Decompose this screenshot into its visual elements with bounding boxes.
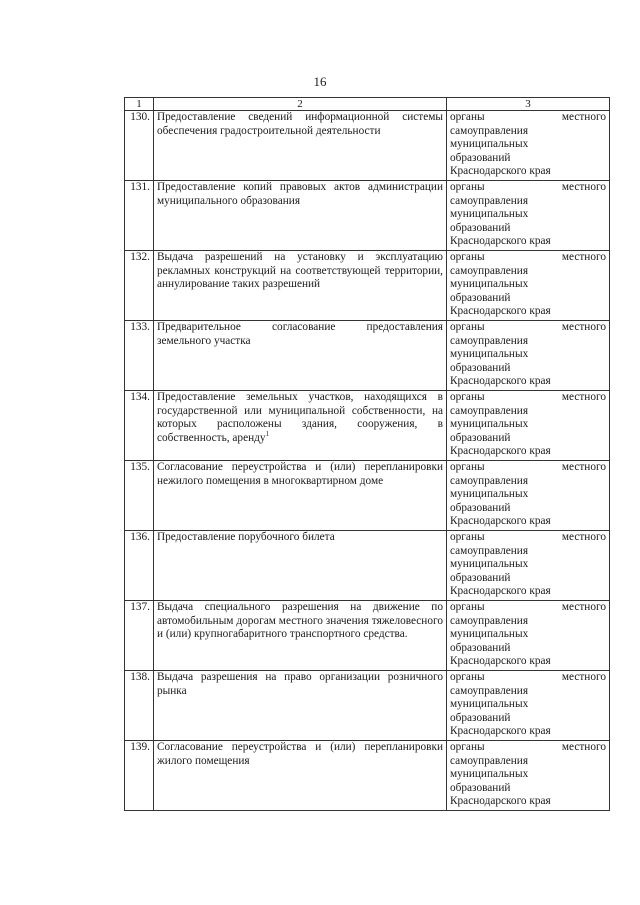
authority-line: Краснодарского края — [450, 655, 551, 668]
table-row — [125, 461, 610, 531]
authority-line: образований — [450, 431, 511, 444]
authority-line: образований — [450, 361, 511, 374]
authority-line: самоуправления — [450, 124, 529, 137]
service-name — [154, 391, 447, 461]
authority-line: образований — [450, 151, 511, 164]
row-number: 137. — [125, 601, 154, 671]
authority-cell — [447, 461, 610, 531]
authority-line: самоуправления — [450, 264, 529, 277]
authority-line: самоуправления — [450, 754, 529, 767]
authority-line: муниципальных — [450, 278, 529, 291]
column-header-service: 2 — [154, 98, 447, 111]
authority-line: образований — [450, 641, 511, 654]
authority-line: Краснодарского края — [450, 165, 551, 178]
table-row — [125, 671, 610, 741]
service-name: Согласование переустройства и (или) перепланировки нежилого помещения в многоквартирном доме — [154, 461, 447, 531]
authority-word: органы — [450, 461, 485, 473]
page-number: 16 — [313, 74, 327, 89]
authority-line: Краснодарского края — [450, 725, 551, 738]
authority-line: Краснодарского края — [450, 375, 551, 388]
row-number: 139. — [125, 741, 154, 811]
authority-line: муниципальных — [450, 558, 529, 571]
column-header-number: 1 — [125, 98, 154, 111]
authority-line: муниципальных — [450, 488, 529, 501]
authority-line: Краснодарского края — [450, 795, 551, 808]
authority-word: органы — [450, 741, 485, 753]
service-name: Предварительное согласование предоставления земельного участка — [154, 321, 447, 391]
authority-word: органы — [450, 111, 485, 123]
authority-line: образований — [450, 501, 511, 514]
row-number: 131. — [125, 181, 154, 251]
authority-cell — [447, 601, 610, 671]
authority-line: Краснодарского края — [450, 235, 551, 248]
authority-line: Краснодарского края — [450, 515, 551, 528]
row-number: 136. — [125, 531, 154, 601]
authority-line: образований — [450, 781, 511, 794]
authority-word: местного — [561, 601, 606, 613]
table-row — [125, 181, 610, 251]
authority-cell — [447, 391, 610, 461]
authority-word: органы — [450, 321, 485, 333]
table-row — [125, 111, 610, 181]
authority-line: образований — [450, 571, 511, 584]
service-name: Выдача специального разрешения на движение по автомобильным дорогам местного значения тяжеловесного и (или) крупногабаритного транспортного средства. — [154, 601, 447, 671]
authority-cell — [447, 111, 610, 181]
authority-line: Краснодарского края — [450, 585, 551, 598]
authority-word: местного — [561, 111, 606, 123]
authority-cell — [447, 321, 610, 391]
authority-line: самоуправления — [450, 194, 529, 207]
table-row — [125, 391, 610, 461]
table-row — [125, 601, 610, 671]
table-row — [125, 531, 610, 601]
service-name: Предоставление сведений информационной системы обеспечения градостроительной деятельности — [154, 111, 447, 181]
authority-cell — [447, 251, 610, 321]
authority-line: самоуправления — [450, 404, 529, 417]
row-number: 134. — [125, 391, 154, 461]
authority-word: местного — [561, 251, 606, 263]
authority-line: самоуправления — [450, 334, 529, 347]
authority-word: органы — [450, 181, 485, 193]
authority-cell — [447, 531, 610, 601]
authority-word: органы — [450, 671, 485, 683]
authority-word: органы — [450, 251, 485, 263]
authority-word: местного — [561, 321, 606, 333]
authority-line: образований — [450, 221, 511, 234]
authority-cell — [447, 671, 610, 741]
authority-line: самоуправления — [450, 684, 529, 697]
authority-line: муниципальных — [450, 208, 529, 221]
authority-line: муниципальных — [450, 138, 529, 151]
authority-cell — [447, 741, 610, 811]
service-name: Согласование переустройства и (или) перепланировки жилого помещения — [154, 741, 447, 811]
authority-word: местного — [561, 671, 606, 683]
table-row — [125, 741, 610, 811]
table-header-row — [125, 98, 610, 111]
authority-line: самоуправления — [450, 544, 529, 557]
row-number: 133. — [125, 321, 154, 391]
service-name-text: Предоставление земельных участков, находящихся в государственной или муниципальной собственности, на которых расположены здания, сооружения, в собственность, аренду — [157, 391, 443, 444]
authority-line: муниципальных — [450, 768, 529, 781]
row-number: 132. — [125, 251, 154, 321]
authority-line: муниципальных — [450, 348, 529, 361]
authority-cell — [447, 181, 610, 251]
authority-word: местного — [561, 391, 606, 403]
authority-line: муниципальных — [450, 698, 529, 711]
authority-line: муниципальных — [450, 418, 529, 431]
authority-word: органы — [450, 531, 485, 543]
authority-line: самоуправления — [450, 614, 529, 627]
services-table — [124, 97, 610, 811]
service-name: Предоставление порубочного билета — [154, 531, 447, 601]
authority-word: местного — [561, 461, 606, 473]
service-name: Выдача разрешения на право организации розничного рынка — [154, 671, 447, 741]
authority-line: муниципальных — [450, 628, 529, 641]
authority-word: органы — [450, 601, 485, 613]
row-number: 135. — [125, 461, 154, 531]
authority-line: самоуправления — [450, 474, 529, 487]
authority-word: местного — [561, 741, 606, 753]
service-name: Выдача разрешений на установку и эксплуатацию рекламных конструкций на соответствующей территории, аннулирование таких разрешений — [154, 251, 447, 321]
service-name: Предоставление копий правовых актов администрации муниципального образования — [154, 181, 447, 251]
authority-line: образований — [450, 291, 511, 304]
authority-line: Краснодарского края — [450, 445, 551, 458]
row-number: 130. — [125, 111, 154, 181]
table-row — [125, 251, 610, 321]
authority-line: образований — [450, 711, 511, 724]
row-number: 138. — [125, 671, 154, 741]
authority-word: органы — [450, 391, 485, 403]
table-row — [125, 321, 610, 391]
authority-word: местного — [561, 531, 606, 543]
footnote-marker: 1 — [265, 430, 270, 439]
authority-word: местного — [561, 181, 606, 193]
column-header-authority: 3 — [447, 98, 610, 111]
authority-line: Краснодарского края — [450, 305, 551, 318]
